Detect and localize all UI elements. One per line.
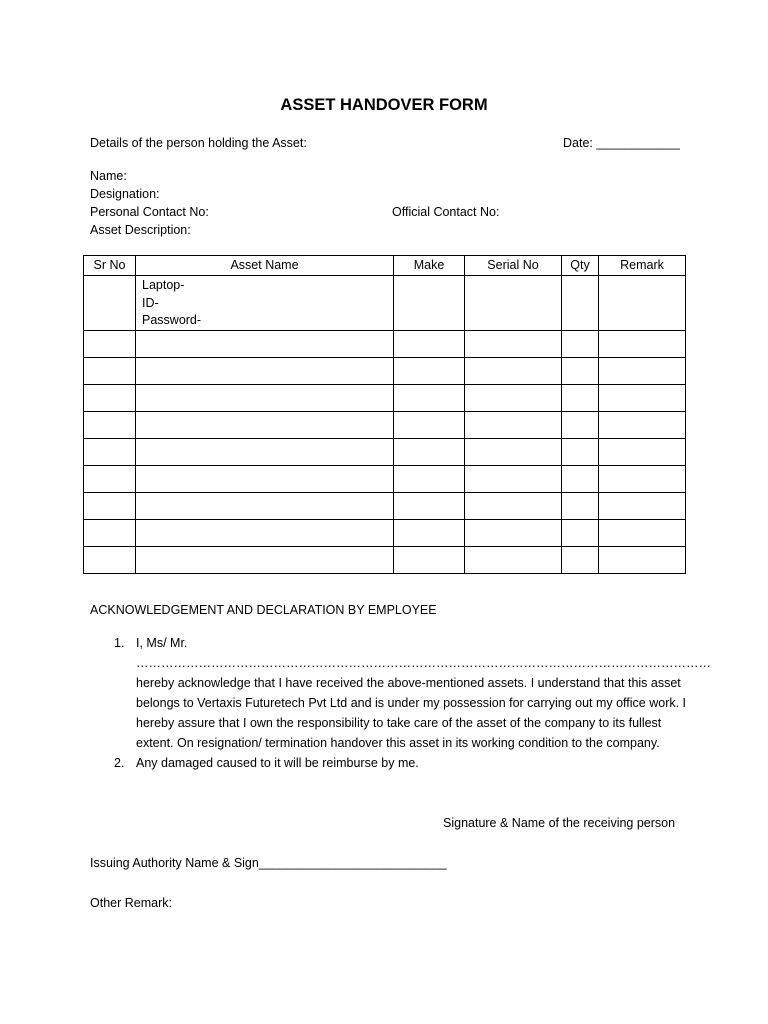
table-row [84, 438, 686, 465]
id-label: ID- [142, 295, 159, 310]
table-cell [136, 492, 394, 519]
table-cell [136, 465, 394, 492]
table-cell [84, 411, 136, 438]
table-cell [394, 384, 465, 411]
laptop-label: Laptop- [142, 278, 185, 292]
table-cell [136, 357, 394, 384]
table-cell [599, 519, 686, 546]
table-cell [84, 546, 136, 573]
table-cell [465, 411, 562, 438]
table-cell [465, 438, 562, 465]
table-cell [599, 492, 686, 519]
declaration-list [90, 633, 711, 773]
table-row [84, 519, 686, 546]
table-cell [394, 546, 465, 573]
table-cell [465, 384, 562, 411]
table-cell [465, 357, 562, 384]
table-cell [465, 492, 562, 519]
table-cell [562, 519, 599, 546]
list-item-text: Any damaged caused to it will be reimburse by me. [136, 756, 419, 770]
form-title: ASSET HANDOVER FORM [280, 96, 488, 114]
list-item-number: 1. [114, 636, 125, 650]
table-cell [599, 465, 686, 492]
table-cell [84, 330, 136, 357]
table-cell [599, 276, 686, 331]
table-cell [599, 384, 686, 411]
table-cell [84, 465, 136, 492]
table-cell [465, 546, 562, 573]
table-cell [562, 492, 599, 519]
name-label: Name: [90, 169, 127, 183]
table-cell [84, 438, 136, 465]
list-item [90, 633, 711, 753]
table-cell [562, 357, 599, 384]
table-cell [394, 492, 465, 519]
table-cell [394, 519, 465, 546]
table-row [84, 411, 686, 438]
declaration-heading: ACKNOWLEDGEMENT AND DECLARATION BY EMPLOYEE [90, 603, 437, 617]
header-qty: Qty [562, 256, 599, 276]
table-cell [136, 546, 394, 573]
table-cell [562, 411, 599, 438]
list-item-number: 2. [114, 756, 125, 770]
table-cell [562, 330, 599, 357]
table-cell [136, 519, 394, 546]
table-cell [394, 357, 465, 384]
asset-description-label: Asset Description: [90, 223, 191, 237]
table-cell [599, 330, 686, 357]
table-cell [136, 276, 394, 331]
table-cell [562, 384, 599, 411]
table-cell [465, 519, 562, 546]
table-cell [562, 276, 599, 331]
table-cell [394, 465, 465, 492]
password-label: Password- [142, 313, 202, 327]
table-cell [136, 330, 394, 357]
table-cell [84, 492, 136, 519]
table-cell [562, 465, 599, 492]
asset-table [83, 255, 686, 574]
details-label: Details of the person holding the Asset: [90, 136, 307, 150]
table-cell [562, 546, 599, 573]
table-row [84, 276, 686, 331]
table-cell [465, 465, 562, 492]
issuing-authority-field: Issuing Authority Name & Sign___________________________ [90, 856, 447, 870]
other-remark-label: Other Remark: [90, 896, 172, 910]
table-cell [84, 357, 136, 384]
official-contact-label: Official Contact No: [392, 205, 500, 219]
table-cell [136, 411, 394, 438]
table-cell [465, 276, 562, 331]
table-cell [599, 546, 686, 573]
table-cell [465, 330, 562, 357]
table-cell [599, 438, 686, 465]
table-cell [394, 411, 465, 438]
table-cell [84, 519, 136, 546]
table-row [84, 330, 686, 357]
header-sr-no: Sr No [84, 256, 136, 276]
table-row [84, 465, 686, 492]
table-cell [136, 438, 394, 465]
table-cell [136, 384, 394, 411]
signature-label: Signature & Name of the receiving person [443, 816, 676, 830]
table-cell [394, 438, 465, 465]
header-serial-no: Serial No [465, 256, 562, 276]
table-cell [599, 411, 686, 438]
table-cell [394, 276, 465, 331]
header-remark: Remark [599, 256, 686, 276]
personal-contact-label: Personal Contact No: [90, 205, 209, 219]
list-item-text: I, Ms/ Mr. ………………………………………………………………………………………………………………………… hereby acknowledge that I have received the above-mentioned assets. I understand that this asset belongs to Vertaxis Futuretech Pvt Ltd and is under my possession for carrying out my office work. I hereby assure that I own the responsibility to take care of the asset of the company to its fullest extent. On resignation/ termination handover this asset in its working condition to the company. [136, 636, 711, 750]
table-row [84, 546, 686, 573]
table-cell [562, 438, 599, 465]
header-asset-name: Asset Name [136, 256, 394, 276]
designation-label: Designation: [90, 187, 160, 201]
table-row [84, 357, 686, 384]
date-field: Date: ____________ [563, 136, 680, 150]
table-header-row [84, 256, 686, 276]
table-row [84, 384, 686, 411]
table-cell [84, 276, 136, 331]
table-cell [599, 357, 686, 384]
table-row [84, 492, 686, 519]
list-item [90, 753, 690, 773]
table-cell [394, 330, 465, 357]
header-make: Make [394, 256, 465, 276]
table-cell [84, 384, 136, 411]
